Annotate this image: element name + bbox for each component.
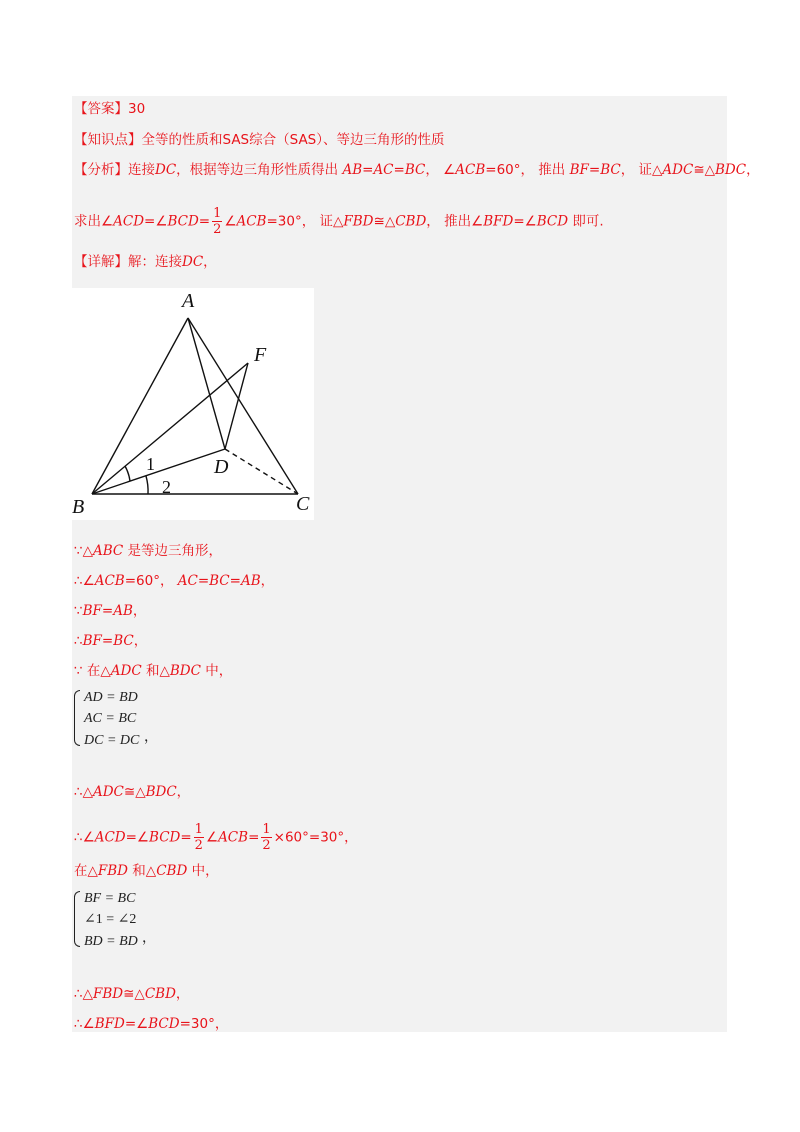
math-term: BDC	[145, 784, 177, 800]
fraction-denominator: 2	[194, 838, 203, 853]
math-term: AC	[373, 162, 394, 178]
system-comma: ，	[142, 931, 156, 946]
step-text: 和△	[141, 663, 170, 679]
detail-line	[74, 253, 217, 271]
label-a: A	[182, 290, 195, 312]
math-term: BCD	[536, 213, 569, 230]
segment-ac	[188, 318, 298, 494]
segment-dc-dashed	[225, 449, 298, 494]
answer-value: 30	[128, 101, 146, 117]
label-c: C	[296, 493, 310, 515]
step-text: =30°，	[179, 1016, 229, 1032]
step-1	[74, 542, 222, 560]
math-term: FBD	[92, 986, 124, 1002]
analysis-text: ， ∠	[425, 162, 456, 178]
math-term: BC	[113, 633, 134, 649]
step-text: =	[248, 829, 260, 846]
step-text: =∠	[125, 829, 150, 846]
step-text: 是等边三角形，	[123, 543, 223, 559]
analysis-text: =∠	[144, 213, 168, 230]
step-7	[74, 822, 358, 853]
step-text: ，	[175, 986, 190, 1002]
step-text: 中，	[187, 863, 219, 879]
angle-2-arc	[146, 476, 148, 494]
step-text: =	[101, 603, 114, 619]
step-10	[74, 1015, 228, 1033]
label-b: B	[72, 496, 85, 518]
math-term: BF	[569, 162, 589, 178]
step-text: ∴	[74, 633, 83, 649]
geometry-figure	[72, 288, 314, 520]
segment-fd	[225, 363, 248, 449]
system-comma: ，	[144, 730, 158, 745]
analysis-text: =	[198, 213, 211, 230]
step-3	[74, 602, 146, 620]
step-text: ∴∠	[74, 829, 95, 846]
step-text: =60°，	[124, 573, 178, 589]
math-term: BC	[404, 162, 426, 178]
system-row: ∠1 = ∠2	[84, 912, 137, 927]
analysis-text: ≅△	[373, 213, 396, 230]
math-term: BFD	[94, 1016, 125, 1032]
math-term: AB	[240, 573, 261, 589]
math-term: CBD	[395, 213, 427, 230]
math-term: AB	[342, 162, 363, 178]
equation-system-2	[74, 891, 164, 951]
step-text: ≅△	[123, 986, 145, 1002]
step-text: ，	[260, 573, 275, 589]
segment-ab	[92, 318, 188, 494]
step-4	[74, 632, 147, 650]
math-term: BF	[82, 633, 102, 649]
angle-1-arc	[125, 466, 130, 481]
left-brace	[74, 891, 80, 947]
step-text: ，	[176, 784, 191, 800]
math-term: BDC	[715, 162, 747, 178]
analysis-text: =30°， 证△	[266, 213, 344, 230]
analysis-text: ， 证△	[620, 162, 663, 178]
step-text: ∠	[205, 829, 219, 846]
step-text: 中，	[200, 663, 233, 679]
triangle-diagram	[72, 288, 314, 520]
math-term: ACB	[455, 162, 486, 178]
step-text: ∵ 在△	[74, 663, 111, 679]
math-term: DC	[155, 162, 177, 178]
answer-tag: 【答案】	[74, 101, 128, 117]
segment-bd	[92, 449, 225, 494]
step-text: ∵△	[74, 543, 93, 559]
fraction-half	[261, 822, 271, 853]
label-angle-1: 1	[146, 454, 155, 474]
math-term: BCD	[167, 213, 199, 230]
step-2	[74, 572, 274, 590]
analysis-text: =	[393, 162, 405, 178]
math-term: BCD	[148, 1016, 180, 1032]
math-term: ADC	[92, 784, 124, 800]
math-term: AC	[177, 573, 198, 589]
knowledge-tag: 【知识点】	[74, 132, 142, 148]
math-term: ADC	[110, 663, 142, 679]
analysis-text: 求出∠	[74, 213, 114, 230]
analysis-line-2	[74, 206, 604, 237]
step-text: ∴∠	[74, 573, 95, 589]
fraction-half	[212, 206, 222, 237]
system-row: BD = BD	[84, 934, 138, 949]
segment-ad	[188, 318, 225, 449]
analysis-text: =60°， 推出	[485, 162, 570, 178]
analysis-text: ∠	[224, 213, 237, 230]
math-term: FBD	[343, 213, 374, 230]
math-term: ADC	[662, 162, 694, 178]
step-text: ，	[133, 633, 148, 649]
math-term: BDC	[169, 663, 201, 679]
math-term: ACB	[218, 829, 249, 846]
label-angle-2: 2	[162, 477, 171, 497]
analysis-tag: 【分析】	[74, 162, 128, 178]
step-text: ≅△	[123, 784, 146, 800]
answer-line	[74, 100, 145, 118]
detail-text: 解：连接	[128, 254, 182, 270]
step-text: =	[180, 829, 192, 846]
system-row: AC = BC	[84, 711, 137, 726]
step-text: =	[197, 573, 210, 589]
step-5	[74, 662, 232, 680]
math-term: BCD	[149, 829, 181, 846]
left-brace	[74, 690, 80, 746]
step-text: ×60°=30°，	[273, 829, 358, 846]
analysis-text: ， 推出∠	[426, 213, 484, 230]
fraction-numerator: 1	[194, 822, 203, 837]
fraction-numerator: 1	[262, 822, 271, 837]
math-term: AB	[113, 603, 133, 619]
math-term: BF	[82, 603, 102, 619]
analysis-text: ≅△	[693, 162, 716, 178]
label-d: D	[214, 456, 229, 478]
step-text: 在△	[74, 863, 98, 879]
step-6	[74, 783, 190, 801]
math-term: CBD	[156, 863, 188, 879]
fraction-denominator: 2	[262, 838, 271, 853]
step-text: 和△	[128, 863, 157, 879]
system-row: AD = BD	[84, 690, 138, 705]
math-term: ACD	[113, 213, 145, 230]
step-text: ，	[132, 603, 147, 619]
fraction-denominator: 2	[213, 222, 222, 237]
math-term: FBD	[97, 863, 129, 879]
step-text: =∠	[124, 1016, 149, 1032]
analysis-text: ，根据等边三角形性质得出	[176, 162, 343, 178]
math-term: BFD	[483, 213, 514, 230]
math-term: CBD	[144, 986, 176, 1002]
detail-text: ，	[203, 254, 217, 270]
math-term: ABC	[92, 543, 124, 559]
math-term: ACB	[236, 213, 267, 230]
knowledge-line	[74, 131, 445, 149]
math-term: ACD	[94, 829, 126, 846]
math-term: DC	[182, 254, 204, 270]
label-f: F	[254, 344, 267, 366]
step-text: =	[229, 573, 241, 589]
step-8	[74, 862, 219, 880]
analysis-text: =	[588, 162, 601, 178]
math-term: ACB	[94, 573, 125, 589]
system-row: BF = BC	[84, 891, 136, 906]
math-term: BC	[600, 162, 621, 178]
analysis-text: 连接	[128, 162, 155, 178]
analysis-text: ，	[746, 162, 760, 178]
step-text: ∴△	[74, 986, 93, 1002]
analysis-text: 即可.	[568, 213, 604, 230]
math-term: BC	[209, 573, 230, 589]
detail-tag: 【详解】	[74, 254, 128, 270]
knowledge-text: 全等的性质和SAS综合（SAS）、等边三角形的性质	[141, 132, 445, 148]
equation-system-1	[74, 690, 164, 750]
fraction-half	[194, 822, 204, 853]
step-text: ∴△	[74, 784, 93, 800]
step-text: =	[101, 633, 114, 649]
step-text: ∴∠	[74, 1016, 95, 1032]
analysis-line-1	[74, 161, 760, 179]
step-9	[74, 985, 189, 1003]
analysis-text: =∠	[513, 213, 537, 230]
fraction-numerator: 1	[213, 206, 222, 221]
analysis-text: =	[362, 162, 374, 178]
system-row: DC = DC	[84, 733, 140, 748]
step-text: ∵	[74, 603, 83, 619]
